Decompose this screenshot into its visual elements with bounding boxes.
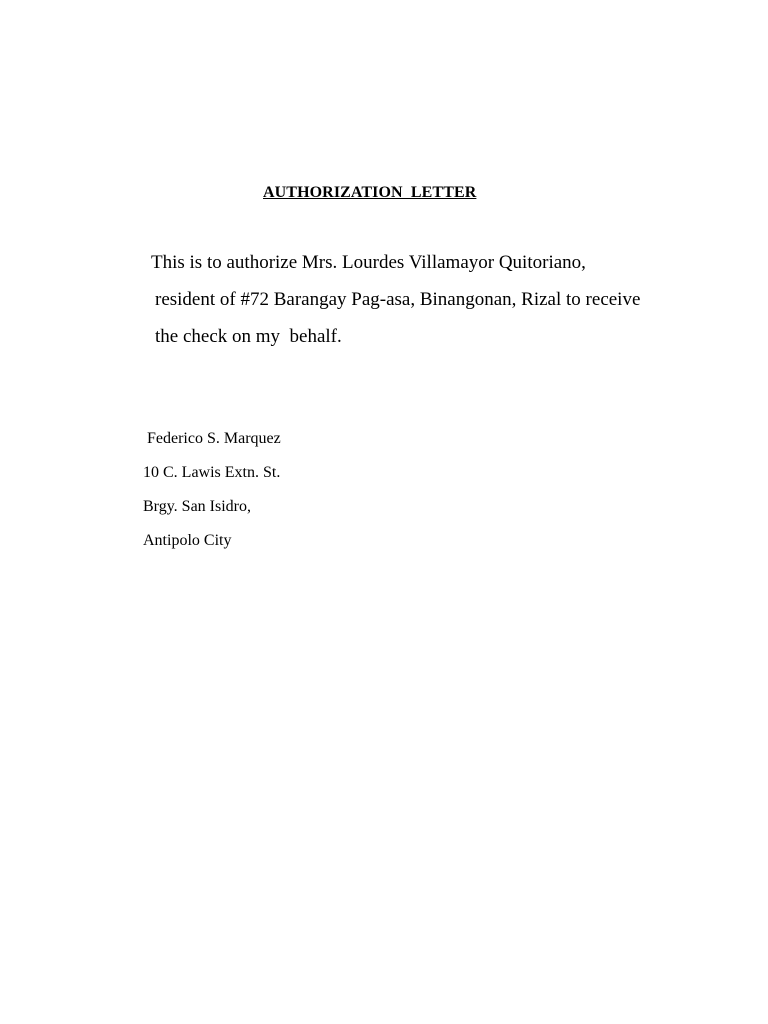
body-line: resident of #72 Barangay Pag-asa, Binangonan, Rizal to receive bbox=[155, 289, 641, 310]
body-line: the check on my behalf. bbox=[155, 326, 342, 347]
address-line: Antipolo City bbox=[143, 532, 232, 549]
address-line: Brgy. San Isidro, bbox=[143, 498, 251, 515]
signatory-name: Federico S. Marquez bbox=[147, 430, 281, 447]
letter-title: AUTHORIZATION LETTER bbox=[263, 184, 477, 201]
address-line: 10 C. Lawis Extn. St. bbox=[143, 464, 281, 481]
body-line: This is to authorize Mrs. Lourdes Villamayor Quitoriano, bbox=[151, 252, 586, 273]
